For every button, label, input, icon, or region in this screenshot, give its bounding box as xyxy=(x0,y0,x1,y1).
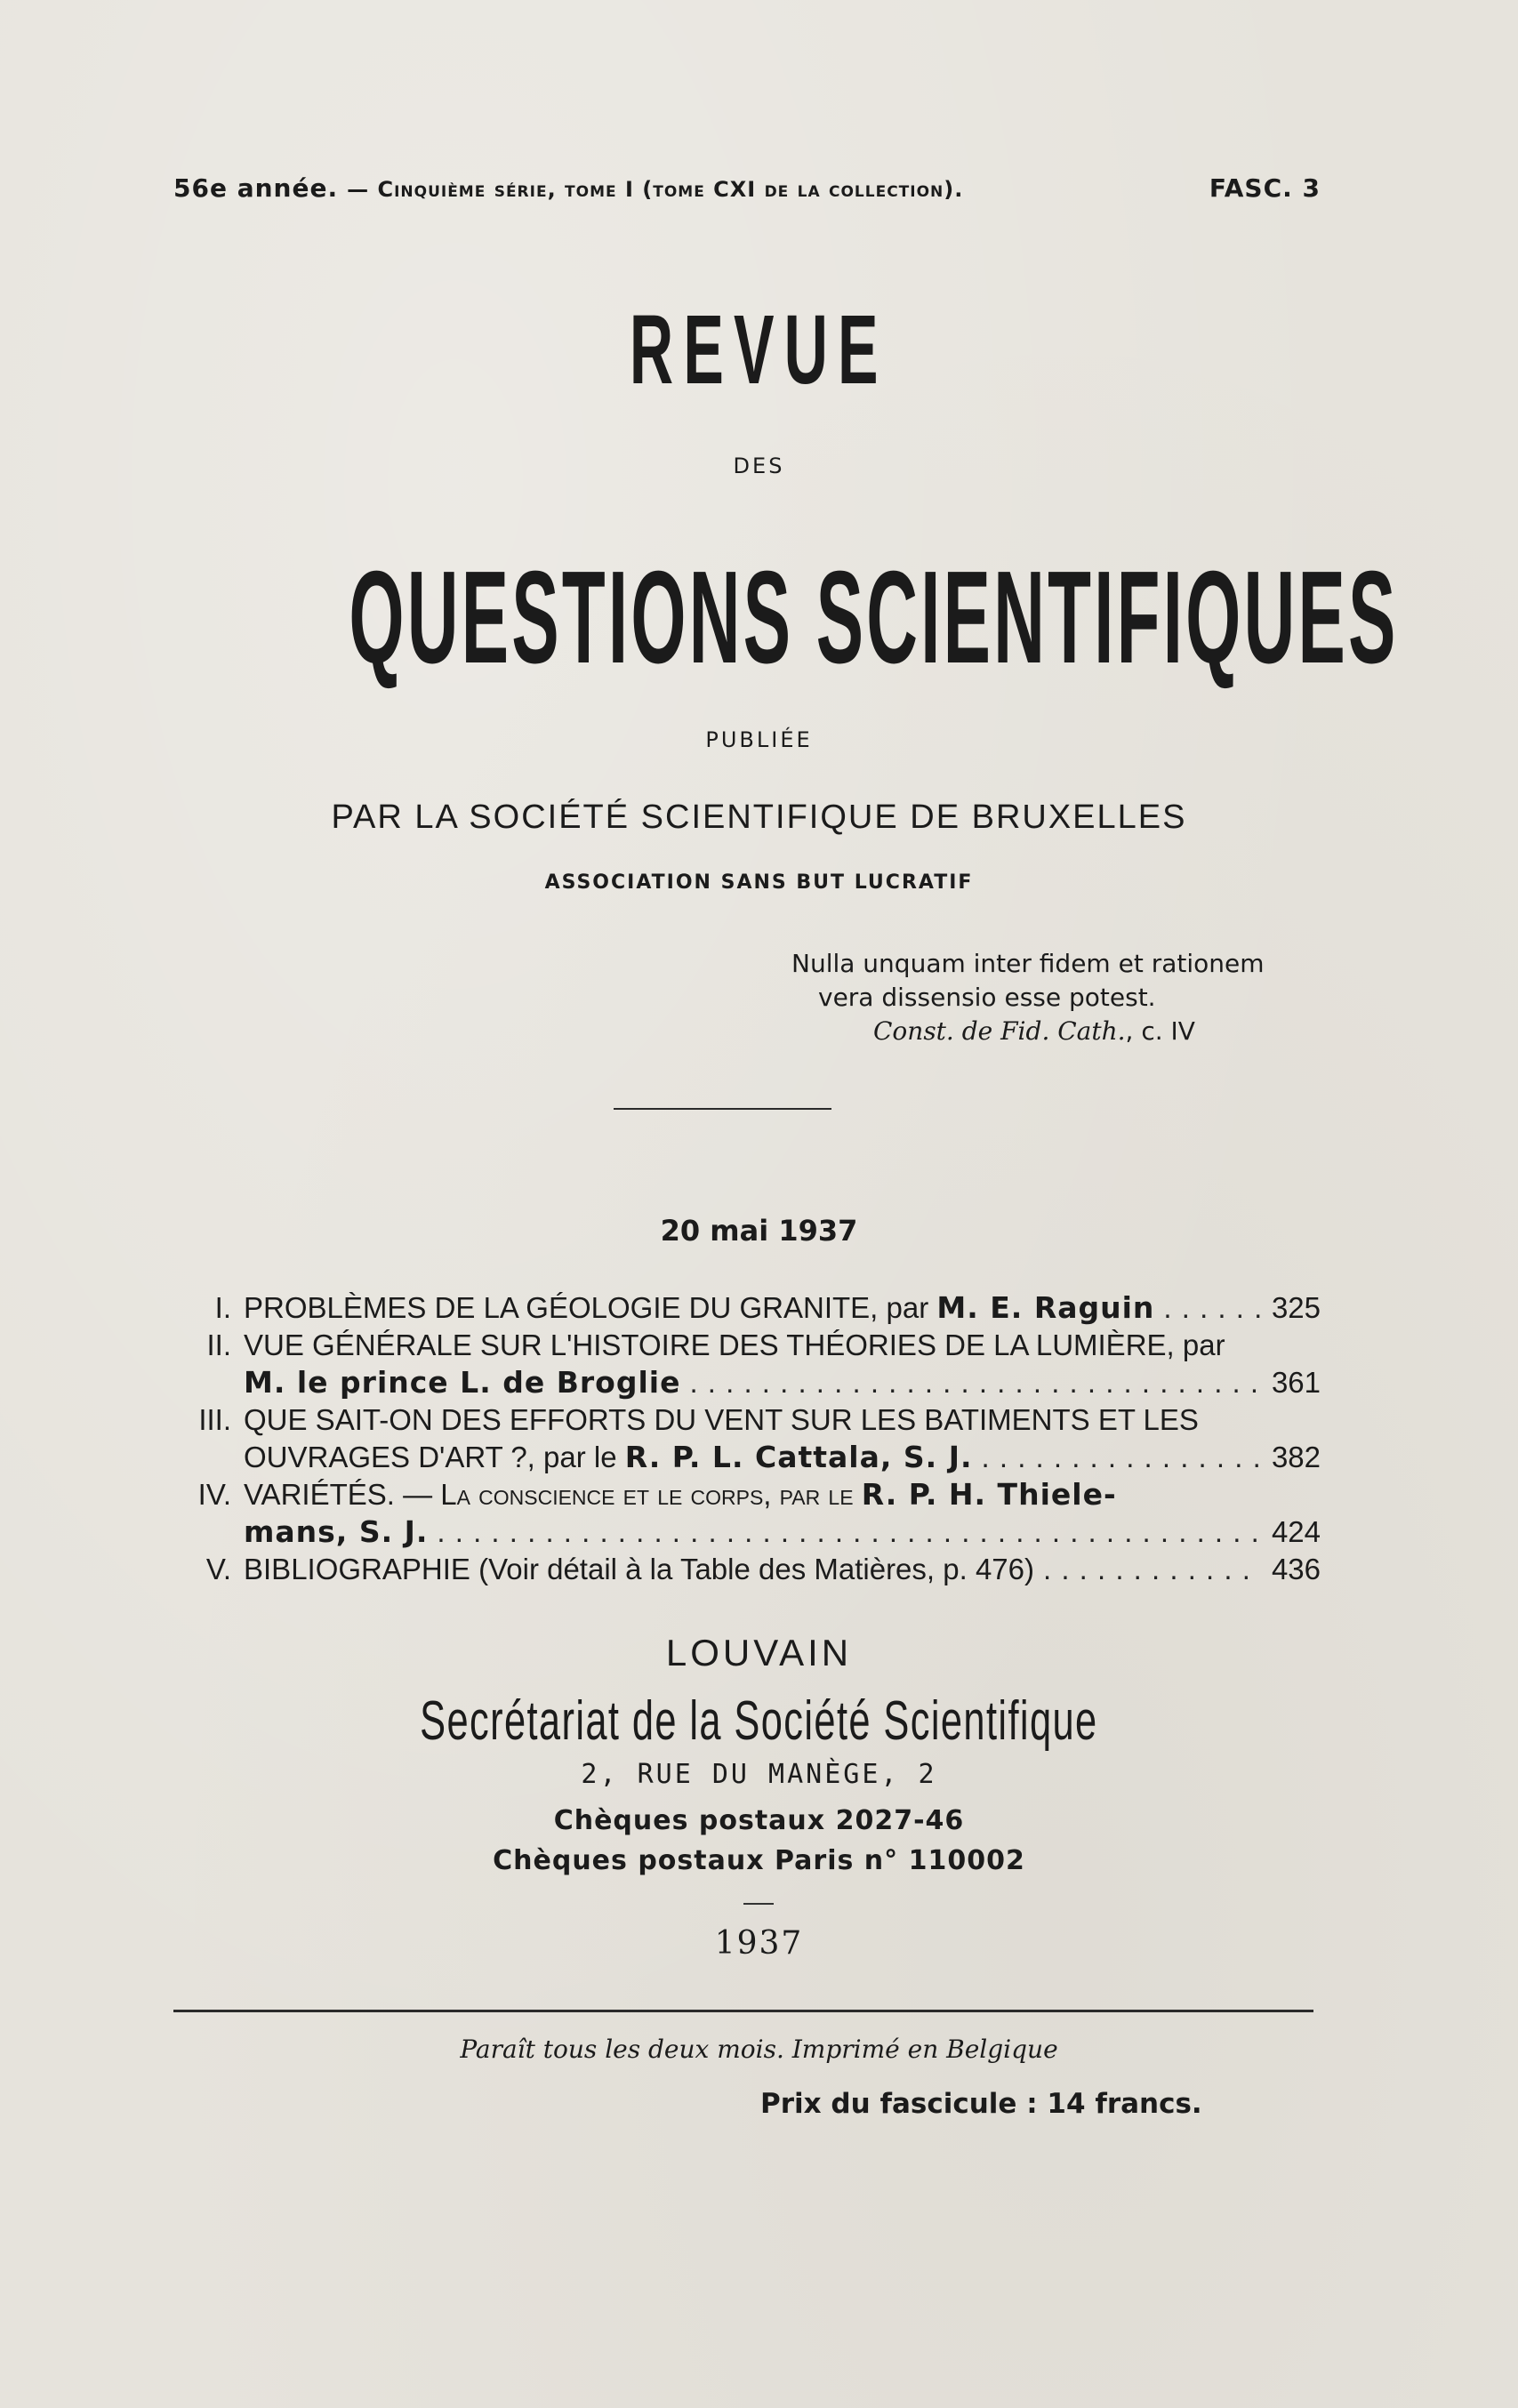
toc-page: 436 xyxy=(1271,1553,1321,1585)
footer-price: Prix du fascicule : 14 francs. xyxy=(760,2088,1202,2120)
journal-title-des: DES xyxy=(733,454,785,478)
imprint-cheques-2: Chèques postaux Paris n° 110002 xyxy=(493,1845,1025,1876)
toc-entry-1 xyxy=(178,1289,1321,1327)
toc-entry-4 xyxy=(178,1476,1321,1513)
toc-leader xyxy=(1154,1289,1262,1327)
motto-line-2: vera dissensio esse potest. xyxy=(818,983,1156,1012)
toc-page: 361 xyxy=(1271,1366,1321,1399)
toc-number: III. xyxy=(198,1403,231,1436)
toc-entry-2-cont xyxy=(178,1364,1321,1401)
divider-dash xyxy=(743,1903,774,1905)
toc-subtitle: — La conscience et le corps, par le xyxy=(403,1478,854,1511)
toc-page: 382 xyxy=(1271,1441,1321,1473)
divider-long xyxy=(173,2010,1313,2012)
publisher-name: PAR LA SOCIÉTÉ SCIENTIFIQUE DE BRUXELLES xyxy=(331,799,1187,836)
imprint-secretariat: Secrétariat de la Société Scientifique xyxy=(420,1690,1098,1752)
imprint-address: 2, RUE DU MANÈGE, 2 xyxy=(581,1759,937,1790)
journal-title-main: QUESTIONS SCIENTIFIQUES xyxy=(349,544,1399,691)
toc-entry-3 xyxy=(178,1401,1321,1439)
motto-source xyxy=(791,1015,1265,1048)
toc-title: BIBLIOGRAPHIE (Voir détail à la Table des Matières, p. 476) xyxy=(244,1553,1034,1585)
toc-entry-3-cont xyxy=(178,1439,1321,1476)
toc-entry-5 xyxy=(178,1551,1321,1588)
issue-series: — Cinquième série, tome I (tome CXI de la collection). xyxy=(347,177,964,202)
toc-author: R. P. H. Thiele- xyxy=(861,1477,1117,1512)
toc-entry-4-cont xyxy=(178,1513,1321,1551)
motto-source-ref: , c. IV xyxy=(1125,1016,1195,1046)
toc-page: 424 xyxy=(1271,1515,1321,1548)
journal-title-revue: REVUE xyxy=(629,295,888,405)
issue-year: 56e année. xyxy=(173,173,339,203)
toc-leader xyxy=(1034,1551,1262,1588)
toc-leader xyxy=(973,1439,1262,1476)
issue-fascicle: FASC. 3 xyxy=(1209,173,1321,203)
toc-entry-2 xyxy=(178,1327,1321,1364)
toc-number: I. xyxy=(214,1291,231,1324)
divider-short xyxy=(614,1108,831,1110)
publiee-label: PUBLIÉE xyxy=(705,727,813,752)
toc-leader xyxy=(428,1513,1262,1551)
table-of-contents xyxy=(178,1289,1321,1588)
association-label: ASSOCIATION SANS BUT LUCRATIF xyxy=(544,871,974,894)
motto xyxy=(791,947,1265,1048)
toc-title: VARIÉTÉS. xyxy=(244,1478,395,1511)
toc-author: M. E. Raguin xyxy=(936,1290,1155,1325)
toc-title: VUE GÉNÉRALE SUR L'HISTOIRE DES THÉORIES DE LA LUMIÈRE, par xyxy=(244,1328,1225,1361)
toc-title: QUE SAIT-ON DES EFFORTS DU VENT SUR LES BATIMENTS ET LES xyxy=(244,1403,1199,1436)
motto-line-1: Nulla unquam inter fidem et rationem xyxy=(791,949,1265,978)
toc-leader xyxy=(680,1364,1262,1401)
toc-number: IV. xyxy=(197,1478,231,1511)
issue-header xyxy=(173,173,1321,203)
toc-page: 325 xyxy=(1271,1291,1321,1324)
toc-number: II. xyxy=(206,1328,231,1361)
toc-number: V. xyxy=(205,1553,231,1585)
imprint-year: 1937 xyxy=(714,1925,804,1962)
toc-author: M. le prince L. de Broglie xyxy=(244,1365,681,1400)
issue-date: 20 mai 1937 xyxy=(660,1214,858,1248)
toc-title-cont: OUVRAGES D'ART ?, par le xyxy=(244,1441,617,1473)
imprint-cheques-1: Chèques postaux 2027-46 xyxy=(553,1805,965,1836)
imprint-city: LOUVAIN xyxy=(665,1632,853,1674)
toc-title: PROBLÈMES DE LA GÉOLOGIE DU GRANITE, par xyxy=(244,1291,929,1324)
toc-author-cont: mans, S. J. xyxy=(244,1514,429,1549)
motto-source-title: Const. de Fid. Cath. xyxy=(873,1016,1126,1046)
footer-frequency: Paraît tous les deux mois. Imprimé en Belgique xyxy=(460,2035,1058,2064)
toc-author: R. P. L. Cattala, S. J. xyxy=(624,1440,973,1474)
